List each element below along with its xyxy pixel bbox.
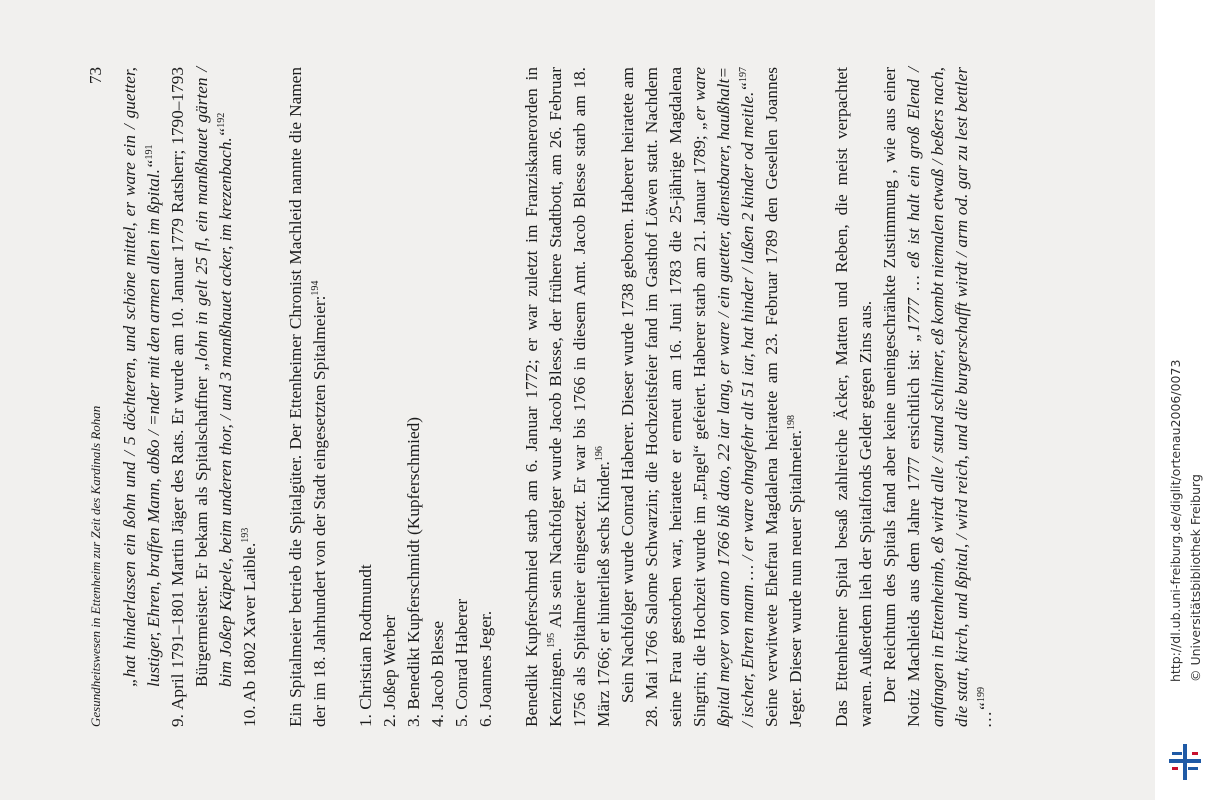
source-url[interactable]: http://dl.ub.uni-freiburg.de/diglit/ortenau2006/0073	[1168, 359, 1183, 682]
item-text: 10. Ab 1802 Xaver Laible.	[240, 542, 259, 727]
list-item: 5. Conrad Haberer	[452, 598, 471, 727]
quote-text: „1777 … eß ist halt ein groß Elend / anfangen in Ettenheimb, eß wirdt alle / stund schlimer, eß kombt niemalen etwaß / beßers nach, die statt, kirch, und ßpital, / wird reich, und die burgerschafft wirdt / arm od. gar zu lest bettler …“	[904, 67, 995, 727]
quote-191	[118, 67, 166, 727]
item-text: 9. April 1791–1801 Martin Jäger des Rats. Er wurde am 10. Januar 1779 Ratsherr; 1790–1793 Bürgermeister. Er bekam als Spitalschaffner	[168, 67, 211, 727]
footnote-ref: 195	[546, 632, 558, 648]
list-item-9	[166, 67, 238, 727]
running-head-title: Gesundheitswesen in Ettenheim zur Zeit des Kardinals Rohan	[88, 405, 103, 727]
quote-text: „er ware ßpital meyer von anno 1766 biß dato, 22 iar lang, er ware / ein guetter, dienstbarer, haußhalt= / ischer, Ehren mann … / er ware ohngefehr alt 51 iar, hat hinder / laßen 2 kinder od meitle.“	[690, 67, 757, 727]
copyright-notice: © Universitätsbibliothek Freiburg	[1188, 474, 1203, 682]
paragraph-text: Sein Nachfolger wurde Conrad Haberer. Dieser wurde 1738 geboren. Haberer heiratete am 28. Mai 1766 Salome Schwarzin; die Hochzeitsfeier fand im Gasthof Löwen statt. Nachdem seine Frau gestorben war, heiratete er erneut am 16. Juni 1783 die 25-jährige Magdalena Singrin; die Hochzeit wurde im „Engel“ gefeiert. Haberer starb am 21. Januar 1789;	[618, 67, 709, 727]
paragraph-reichtum	[878, 67, 998, 727]
paragraph-spitalmeier	[284, 67, 332, 727]
footnote-ref: 192	[216, 112, 228, 128]
list-item: 3. Benedikt Kupferschmidt (Kupferschmied)	[404, 416, 423, 727]
paragraph-spital: Das Ettenheimer Spital besaß zahlreiche Äcker, Matten und Reben, die meist verpachtet waren. Außerdem lieh der Spitalfonds Gelder gegen Zins aus.	[832, 67, 875, 727]
list-item: 6. Joannes Jeger.	[476, 610, 495, 727]
page-body	[118, 67, 998, 727]
footnote-ref: 199	[976, 687, 988, 703]
paragraph-text: Benedikt Kupferschmied starb am 6. Januar 1772; er war zuletzt im Franziskanerorden in Kenzingen.	[522, 67, 565, 727]
footnote-ref: 197	[738, 67, 750, 82]
quote-text: „lohn in gelt 25 fl, ein manßhauet gärten / bim Joßep Käpele, beim underen thor, / und 3 manßhauet acker, im krezenbach.“	[192, 67, 235, 687]
ub-freiburg-logo-icon	[1165, 742, 1205, 782]
page-number: 73	[86, 67, 105, 84]
list-item: 4. Jacob Blesse	[428, 620, 447, 727]
list-item-10	[238, 67, 262, 727]
footnote-ref: 191	[144, 144, 156, 160]
sidebar-rotated-text	[1155, 0, 1212, 800]
running-head	[84, 67, 108, 727]
footnote-ref: 193	[240, 527, 252, 543]
paragraph-text: Ein Spitalmeier betrieb die Spitalgüter. Der Ettenheimer Chronist Machleid nannte die Namen der im 18. Jahrhundert von der Stadt eingesetzten Spitalmeier:	[286, 67, 329, 727]
paragraph-text: Seine verwitwete Ehefrau Magdalena heiratete am 23. Februar 1789 den Gesellen Joannes Jeger. Dieser wurde nun neuer Spitalmeier.	[762, 67, 805, 727]
quote-text: „hat hinderlassen ein ßohn und / 5 döchteren, und schöne mittel, er ware ein / guetter, lustiger, Ehren, braffen Mann, abßo / =nder mit den armen allen im ßpital.“	[120, 67, 163, 687]
paragraph-haberer	[616, 67, 808, 727]
list-item: 2. Joßep Werber	[380, 614, 399, 727]
paragraph-text: Der Reichtum des Spitals fand aber keine uneingeschränkte Zustimmung , wie aus einer Notiz Machleids aus dem Jahre 1777 ersichtlich ist:	[880, 67, 923, 727]
library-sidebar	[1155, 0, 1212, 800]
footnote-ref: 194	[310, 280, 322, 296]
paragraph-text: Als sein Nachfolger wurde Jacob Blesse, der frühere Stadtbott, am 26. Februar 1756 als Spitalmeier eingesetzt. Er war bis 1766 in diesem Amt. Jacob Blesse starb am 18. März 1766; er hinterließ sechs Kinder.	[546, 67, 613, 727]
footnote-ref: 196	[594, 446, 606, 462]
footnote-ref: 198	[786, 414, 798, 430]
paragraph-benedikt	[520, 67, 616, 727]
list-item: 1. Christian Rodtmundt	[356, 564, 375, 727]
